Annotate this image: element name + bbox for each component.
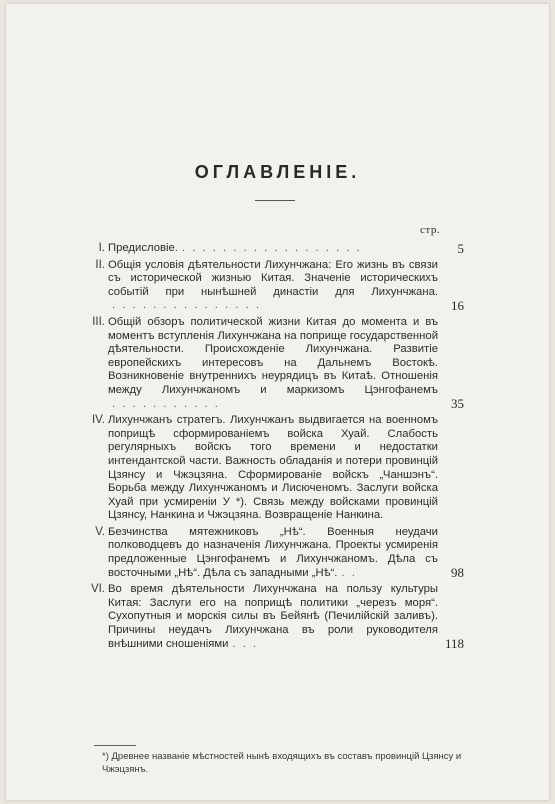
toc-entry-text: Во время дѣятельности Лихунчжана на пользу культуры Китая: Заслуги его на поприщѣ политики „черезъ моря“. Сухопутныя и морскія силы въ Бейянѣ (Печилійскій заливъ). Причины неудачъ Лихунчжана въ роли руководителя внѣшними сношеніями . . . [108, 583, 438, 650]
toc-entry-number: IV. [91, 414, 105, 427]
toc-entry-5 [95, 525, 464, 581]
toc-entry-text: Безчинства мятежниковъ „Нѣ“. Военныя неудачи полководцевъ до назначенія Лихунчжана. Проекты усмиренія предложенные Цэнгофанемъ и Лихунчжаномъ. Дѣла съ восточными „Нѣ“. Дѣла съ западными „Нѣ“. . . [108, 525, 438, 579]
toc-entry-number: I. [98, 242, 105, 254]
toc-entry-3 [92, 315, 464, 412]
leader-dots: . . . [232, 637, 259, 650]
toc-entry-6 [90, 583, 464, 652]
footnote-rule [94, 745, 136, 746]
leader-dots: . . . . . . . . . . . . . . . [112, 299, 262, 312]
title-underline [255, 200, 295, 201]
table-of-contents [90, 240, 464, 654]
toc-entry-text: Предисловіе. . . . . . . . . . . . . . . . . . . [108, 242, 362, 254]
toc-entry-page: 118 [444, 636, 464, 652]
toc-entry-page: 35 [451, 396, 464, 412]
toc-entry-text: Общій обзоръ политической жизни Китая до момента и въ моментъ вступленія Лихунчжана на поприще государственной дѣятельности. Происхожденіе Лихунчжана. Развитіе европейскихъ интересовъ на Дальнемъ Востокѣ. Возникновеніе внутреннихъ неурядицъ въ Китаѣ. Отношенія между Лихунчжаномъ и маркизомъ Цэнгофанемъ. . . . . . . . . . . [108, 315, 438, 410]
toc-entry-page: 98 [451, 565, 464, 581]
toc-entry-2 [95, 258, 464, 313]
toc-entry-page: 5 [457, 240, 464, 256]
book-page [6, 4, 549, 800]
leader-dots: . . . . . . . . . . . [112, 397, 220, 410]
page-title: ОГЛАВЛЕНІЕ. [194, 162, 361, 182]
footnote: *) Древнее названіе мѣстностей нынѣ входящихъ въ составъ провинцій Цзянсу и Чжэцзянъ. [102, 751, 462, 775]
toc-entry-4 [91, 414, 464, 523]
toc-entry-page: 16 [451, 297, 464, 313]
page-column-header: стр. [420, 224, 441, 236]
leader-dots: . . . . . . . . . . . . . . . . . . [181, 242, 362, 254]
toc-entry-text: Общія условія дѣятельности Лихунчжана: Его жизнь въ связи съ исторической жизнью Китая. Значеніе историческихъ событій при нынѣшней династіи для Лихунчжана.. . . . . . . . . . . . . . . [108, 258, 438, 312]
leader-dots: . . [341, 566, 357, 579]
toc-entry-text: Лихунчжанъ стратегъ. Лихунчжанъ выдвигается на военномъ поприщѣ сформированіемъ войска Хуай. Слабость регулярныхъ войскъ того времени и недостатки интендантской части. Важность обладанія и потери провинцій Цзянсу и Чжэцзяна. Сформированіе войскъ „Чаншэнъ“. Борьба между Лихунчжаномъ и Лисюченомъ. Заслуги войска Хуай при усмиреніи У *). Связь между войсками провинцій Цзянсу, Нанкина и Чжэцзяна. Возвращеніе Нанкина. [108, 414, 438, 522]
toc-entry-number: III. [92, 315, 105, 328]
toc-entry-number: V. [95, 525, 105, 538]
toc-entry-number: II. [95, 258, 105, 271]
toc-entry-number: VI. [90, 583, 105, 596]
toc-entry-1 [98, 240, 464, 256]
